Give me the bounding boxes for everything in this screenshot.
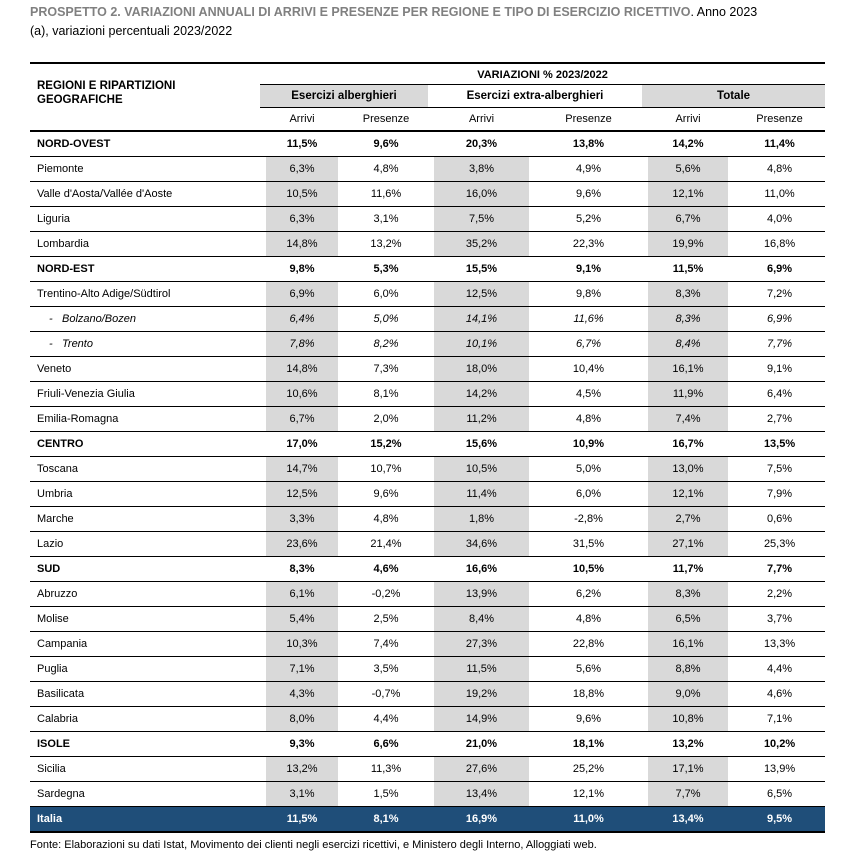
value-cell: 7,5% [428,207,535,232]
value-cell: 8,4% [428,607,535,632]
value-cell: 4,9% [535,157,642,182]
value-cell: 9,6% [344,131,428,157]
table-row [30,357,825,382]
value-cell: 13,4% [428,782,535,807]
value-cell: 20,3% [428,131,535,157]
region-label: Molise [30,607,260,632]
value-cell: 10,9% [535,432,642,457]
value-cell: 10,8% [642,707,734,732]
table-row [30,131,825,157]
table-row [30,482,825,507]
list-dash: - [49,338,53,350]
value-cell: 9,3% [260,732,344,757]
value-cell: -0,2% [344,582,428,607]
table-row [30,707,825,732]
value-cell: 14,2% [428,382,535,407]
value-cell: 11,6% [535,307,642,332]
value-cell: 6,1% [260,582,344,607]
value-cell: 15,2% [344,432,428,457]
value-cell: 8,1% [344,807,428,833]
region-label: Piemonte [30,157,260,182]
value-cell: 11,9% [642,382,734,407]
value-cell: 0,6% [734,507,825,532]
group-header: Totale [642,85,825,108]
value-cell: 11,0% [734,182,825,207]
table-body [30,131,825,832]
value-cell: 10,7% [344,457,428,482]
table-row [30,607,825,632]
value-cell: 5,6% [535,657,642,682]
value-cell: 5,4% [260,607,344,632]
value-cell: 6,3% [260,157,344,182]
value-cell: 16,7% [642,432,734,457]
value-cell: 10,4% [535,357,642,382]
value-cell: 11,4% [428,482,535,507]
value-cell: 4,3% [260,682,344,707]
value-cell: 8,3% [642,582,734,607]
value-cell: 17,0% [260,432,344,457]
value-cell: 4,8% [344,507,428,532]
value-cell: 35,2% [428,232,535,257]
value-cell: 7,2% [734,282,825,307]
value-cell: 7,4% [642,407,734,432]
value-cell: 18,8% [535,682,642,707]
value-cell: 8,3% [260,557,344,582]
value-cell: 6,9% [734,307,825,332]
value-cell: 34,6% [428,532,535,557]
value-cell: 7,1% [734,707,825,732]
value-cell: 6,9% [260,282,344,307]
value-cell: 6,5% [642,607,734,632]
table-row [30,207,825,232]
value-cell: 9,1% [734,357,825,382]
region-label: Veneto [30,357,260,382]
value-cell: 4,4% [734,657,825,682]
region-label [30,307,260,332]
value-cell: 12,5% [428,282,535,307]
column-header: Arrivi [642,108,734,132]
region-label: Toscana [30,457,260,482]
value-cell: 6,4% [260,307,344,332]
variations-header: VARIAZIONI % 2023/2022 [260,63,825,85]
value-cell: 7,7% [642,782,734,807]
value-cell: 14,2% [642,131,734,157]
value-cell: 13,2% [344,232,428,257]
region-name: Bolzano/Bozen [62,313,136,325]
value-cell: 6,7% [260,407,344,432]
value-cell: 10,1% [428,332,535,357]
value-cell: -0,7% [344,682,428,707]
group-header: Esercizi extra-alberghieri [428,85,642,108]
region-label: Marche [30,507,260,532]
value-cell: 9,5% [734,807,825,833]
value-cell: 15,5% [428,257,535,282]
value-cell: 4,8% [734,157,825,182]
value-cell: 6,7% [535,332,642,357]
value-cell: 7,9% [734,482,825,507]
table-row [30,157,825,182]
value-cell: 13,8% [535,131,642,157]
value-cell: 4,5% [535,382,642,407]
value-cell: 2,2% [734,582,825,607]
value-cell: 16,9% [428,807,535,833]
column-header: Arrivi [428,108,535,132]
value-cell: 14,1% [428,307,535,332]
title-line2: (a), variazioni percentuali 2023/2022 [30,24,233,38]
value-cell: 4,4% [344,707,428,732]
region-label: Friuli-Venezia Giulia [30,382,260,407]
value-cell: 10,5% [535,557,642,582]
region-label: CENTRO [30,432,260,457]
value-cell: 25,2% [535,757,642,782]
region-label: NORD-EST [30,257,260,282]
table-row [30,757,825,782]
column-header: Arrivi [260,108,344,132]
value-cell: 16,0% [428,182,535,207]
value-cell: 16,1% [642,357,734,382]
value-cell: 8,1% [344,382,428,407]
value-cell: 27,6% [428,757,535,782]
value-cell: 10,5% [428,457,535,482]
table-row [30,632,825,657]
value-cell: 13,2% [642,732,734,757]
value-cell: 19,9% [642,232,734,257]
value-cell: 16,8% [734,232,825,257]
value-cell: 11,5% [260,131,344,157]
value-cell: 6,9% [734,257,825,282]
value-cell: 11,5% [642,257,734,282]
value-cell: 11,0% [535,807,642,833]
value-cell: 6,0% [344,282,428,307]
value-cell: 12,1% [642,182,734,207]
region-label: Sicilia [30,757,260,782]
region-label: Puglia [30,657,260,682]
value-cell: 18,0% [428,357,535,382]
value-cell: 8,3% [642,307,734,332]
statistics-table [30,62,825,833]
region-label: Lombardia [30,232,260,257]
value-cell: 4,6% [734,682,825,707]
value-cell: 3,8% [428,157,535,182]
value-cell: 2,0% [344,407,428,432]
table-row [30,307,825,332]
value-cell: 9,6% [535,707,642,732]
value-cell: 25,3% [734,532,825,557]
table-row [30,807,825,833]
value-cell: 7,4% [344,632,428,657]
value-cell: 11,4% [734,131,825,157]
table-row [30,657,825,682]
table-row [30,532,825,557]
value-cell: 10,3% [260,632,344,657]
value-cell: 22,3% [535,232,642,257]
value-cell: 6,0% [535,482,642,507]
value-cell: 19,2% [428,682,535,707]
title-emphasis: PROSPETTO 2. VARIAZIONI ANNUALI DI ARRIVI E PRESENZE PER REGIONE E TIPO DI ESERCIZIO RICETTIVO [30,5,691,19]
group-header: Esercizi alberghieri [260,85,428,108]
value-cell: 11,2% [428,407,535,432]
page-title [30,3,845,41]
value-cell: 9,6% [535,182,642,207]
value-cell: 7,7% [734,332,825,357]
value-cell: 16,1% [642,632,734,657]
value-cell: 10,2% [734,732,825,757]
value-cell: 3,1% [260,782,344,807]
value-cell: 13,3% [734,632,825,657]
table-row [30,332,825,357]
value-cell: 14,8% [260,357,344,382]
table-header [30,63,825,131]
value-cell: 9,8% [260,257,344,282]
value-cell: 27,1% [642,532,734,557]
value-cell: 8,2% [344,332,428,357]
value-cell: 9,8% [535,282,642,307]
value-cell: 13,2% [260,757,344,782]
value-cell: 10,5% [260,182,344,207]
value-cell: 13,0% [642,457,734,482]
table-row [30,432,825,457]
value-cell: 16,6% [428,557,535,582]
value-cell: 5,0% [344,307,428,332]
value-cell: 8,4% [642,332,734,357]
value-cell: 11,5% [428,657,535,682]
value-cell: 21,4% [344,532,428,557]
region-label: Trentino-Alto Adige/Südtirol [30,282,260,307]
title-rest: . Anno 2023 [690,5,758,19]
region-label: NORD-OVEST [30,131,260,157]
value-cell: 2,7% [642,507,734,532]
table-row [30,582,825,607]
value-cell: 23,6% [260,532,344,557]
table-row [30,232,825,257]
value-cell: 12,1% [535,782,642,807]
value-cell: 21,0% [428,732,535,757]
column-header: Presenze [535,108,642,132]
column-header: Presenze [734,108,825,132]
value-cell: 14,8% [260,232,344,257]
value-cell: 18,1% [535,732,642,757]
value-cell: 7,1% [260,657,344,682]
table-row [30,682,825,707]
value-cell: 5,3% [344,257,428,282]
region-label: Lazio [30,532,260,557]
value-cell: 15,6% [428,432,535,457]
value-cell: 27,3% [428,632,535,657]
region-label: Italia [30,807,260,833]
value-cell: 7,3% [344,357,428,382]
region-label: Calabria [30,707,260,732]
value-cell: 17,1% [642,757,734,782]
value-cell: 13,9% [734,757,825,782]
value-cell: 6,4% [734,382,825,407]
value-cell: 22,8% [535,632,642,657]
value-cell: 6,6% [344,732,428,757]
value-cell: 14,9% [428,707,535,732]
value-cell: 1,8% [428,507,535,532]
value-cell: 13,5% [734,432,825,457]
value-cell: 6,3% [260,207,344,232]
value-cell: 5,0% [535,457,642,482]
value-cell: -2,8% [535,507,642,532]
value-cell: 7,8% [260,332,344,357]
table-row [30,557,825,582]
value-cell: 7,7% [734,557,825,582]
value-cell: 9,6% [344,482,428,507]
region-label: Basilicata [30,682,260,707]
value-cell: 4,6% [344,557,428,582]
region-label: ISOLE [30,732,260,757]
value-cell: 5,6% [642,157,734,182]
region-label: Abruzzo [30,582,260,607]
value-cell: 12,5% [260,482,344,507]
value-cell: 4,8% [535,407,642,432]
value-cell: 8,3% [642,282,734,307]
value-cell: 3,7% [734,607,825,632]
row-header-regions: REGIONI E RIPARTIZIONI GEOGRAFICHE [30,63,260,131]
table-row [30,782,825,807]
region-label: Valle d'Aosta/Vallée d'Aoste [30,182,260,207]
region-label: Umbria [30,482,260,507]
region-label: Campania [30,632,260,657]
table-row [30,407,825,432]
source-note: Fonte: Elaborazioni su dati Istat, Movimento dei clienti negli esercizi ricettivi, e Ministero degli Interno, Alloggiati web. [30,839,597,851]
value-cell: 2,7% [734,407,825,432]
region-label: SUD [30,557,260,582]
value-cell: 10,6% [260,382,344,407]
value-cell: 4,0% [734,207,825,232]
value-cell: 9,1% [535,257,642,282]
value-cell: 12,1% [642,482,734,507]
value-cell: 3,3% [260,507,344,532]
value-cell: 4,8% [344,157,428,182]
value-cell: 3,5% [344,657,428,682]
value-cell: 2,5% [344,607,428,632]
value-cell: 11,7% [642,557,734,582]
value-cell: 5,2% [535,207,642,232]
list-dash: - [49,313,53,325]
table-row [30,507,825,532]
value-cell: 11,6% [344,182,428,207]
table-row [30,732,825,757]
value-cell: 9,0% [642,682,734,707]
value-cell: 6,2% [535,582,642,607]
value-cell: 7,5% [734,457,825,482]
value-cell: 8,0% [260,707,344,732]
value-cell: 13,4% [642,807,734,833]
value-cell: 14,7% [260,457,344,482]
region-label: Sardegna [30,782,260,807]
region-name: Trento [62,338,93,350]
value-cell: 1,5% [344,782,428,807]
value-cell: 8,8% [642,657,734,682]
value-cell: 6,5% [734,782,825,807]
column-header: Presenze [344,108,428,132]
table-row [30,282,825,307]
value-cell: 13,9% [428,582,535,607]
region-label: Liguria [30,207,260,232]
value-cell: 6,7% [642,207,734,232]
table-row [30,182,825,207]
table-row [30,382,825,407]
value-cell: 31,5% [535,532,642,557]
value-cell: 3,1% [344,207,428,232]
table-row [30,257,825,282]
table-row [30,457,825,482]
value-cell: 4,8% [535,607,642,632]
value-cell: 11,3% [344,757,428,782]
region-label [30,332,260,357]
value-cell: 11,5% [260,807,344,833]
region-label: Emilia-Romagna [30,407,260,432]
